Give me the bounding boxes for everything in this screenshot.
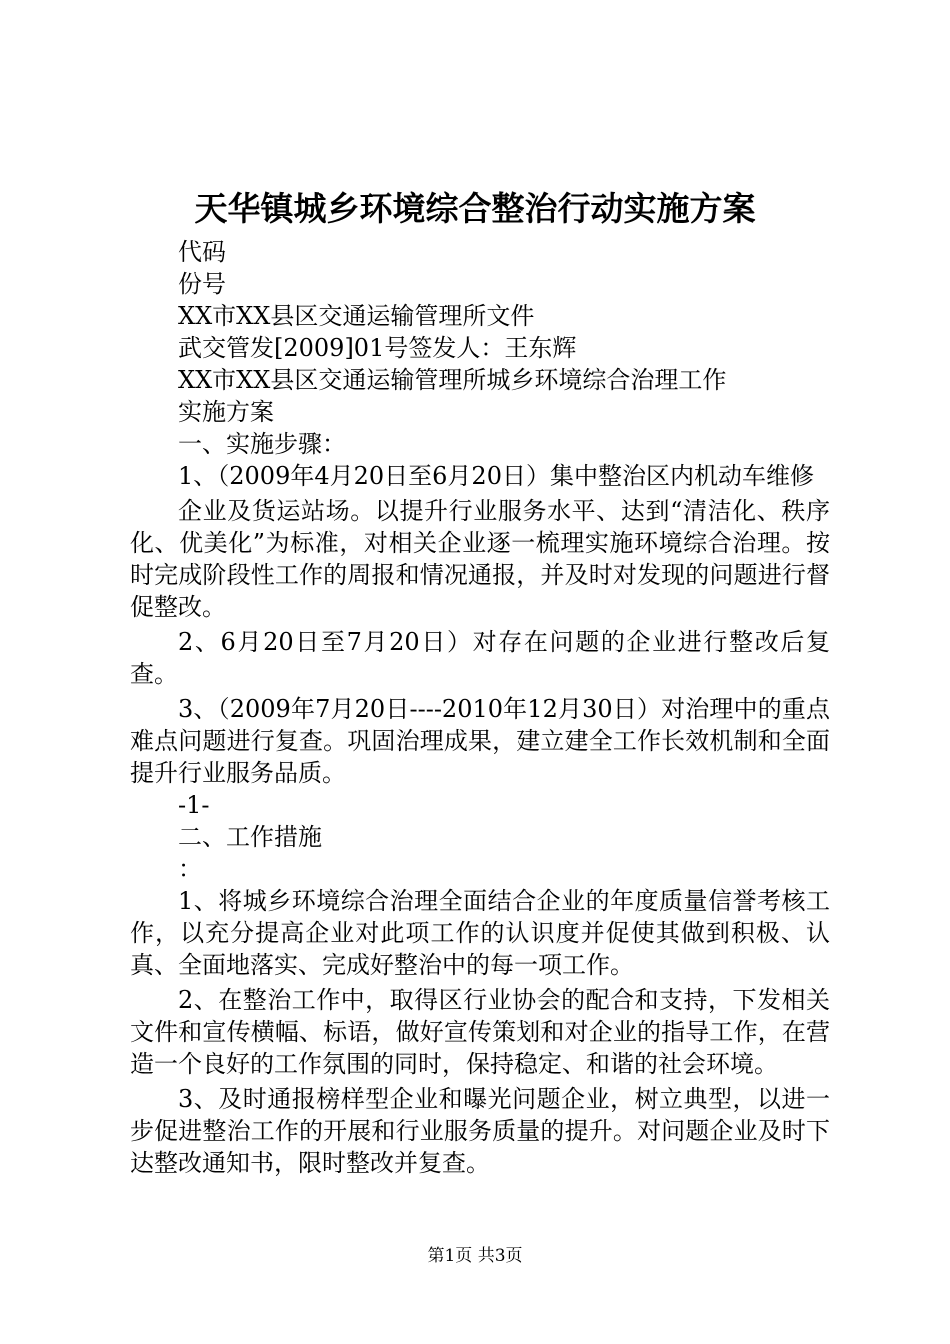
step-3-paragraph: 3、（2009年7月20日----2010年12月30日）对治理中的重点难点问题进行复查。巩固治理成果，建立建全工作长效机制和全面提升行业服务品质。 (130, 695, 830, 787)
document-title: 天华镇城乡环境综合整治行动实施方案 (194, 189, 756, 228)
measure-3-paragraph: 3、及时通报榜样型企业和曝光问题企业，树立典型，以进一步促进整治工作的开展和行业服务质量的提升。对问题企业及时下达整改通知书，限时整改并复查。 (130, 1085, 830, 1177)
section-colon: ： (178, 855, 202, 883)
measure-1-paragraph: 1、将城乡环境综合治理全面结合企业的年度质量信誉考核工作，以充分提高企业对此项工作的认识度并促使其做到积极、认真、全面地落实、完成好整治中的每一项工作。 (130, 887, 830, 979)
section-heading-steps: 一、实施步骤： (178, 430, 346, 458)
step-1-body: 企业及货运站场。以提升行业服务水平、达到“清洁化、秩序化、优美化”为标准，对相关企业逐一梳理实施环境综合治理。按时完成阶段性工作的周报和情况通报，并及时对发现的问题进行督促整改。 (130, 497, 830, 621)
measure-2-paragraph: 2、在整治工作中，取得区行业协会的配合和支持，下发相关文件和宣传横幅、标语，做好宣传策划和对企业的指导工作，在营造一个良好的工作氛围的同时，保持稳定、和谐的社会环境。 (130, 986, 830, 1078)
header-line-code: 代码 (178, 238, 226, 266)
header-line-doc-number: 武交管发[2009]01号签发人：王东辉 (178, 334, 577, 362)
page-marker: -1- (178, 791, 210, 819)
step-2-paragraph: 2、6月20日至7月20日）对存在问题的企业进行整改后复查。 (130, 628, 830, 688)
document-body (130, 236, 830, 1179)
header-line-issuer: XX市XX县区交通运输管理所文件 (178, 302, 535, 330)
header-line-subject: XX市XX县区交通运输管理所城乡环境综合治理工作 (178, 366, 727, 394)
section-heading-measures: 二、工作措施 (178, 823, 322, 851)
header-line-copy-number: 份号 (178, 270, 226, 298)
step-1-heading: 1、（2009年4月20日至6月20日）集中整治区内机动车维修 (178, 462, 814, 490)
page-footer: 第1页 共3页 (427, 1246, 523, 1266)
header-line-subject-cont: 实施方案 (178, 398, 274, 426)
